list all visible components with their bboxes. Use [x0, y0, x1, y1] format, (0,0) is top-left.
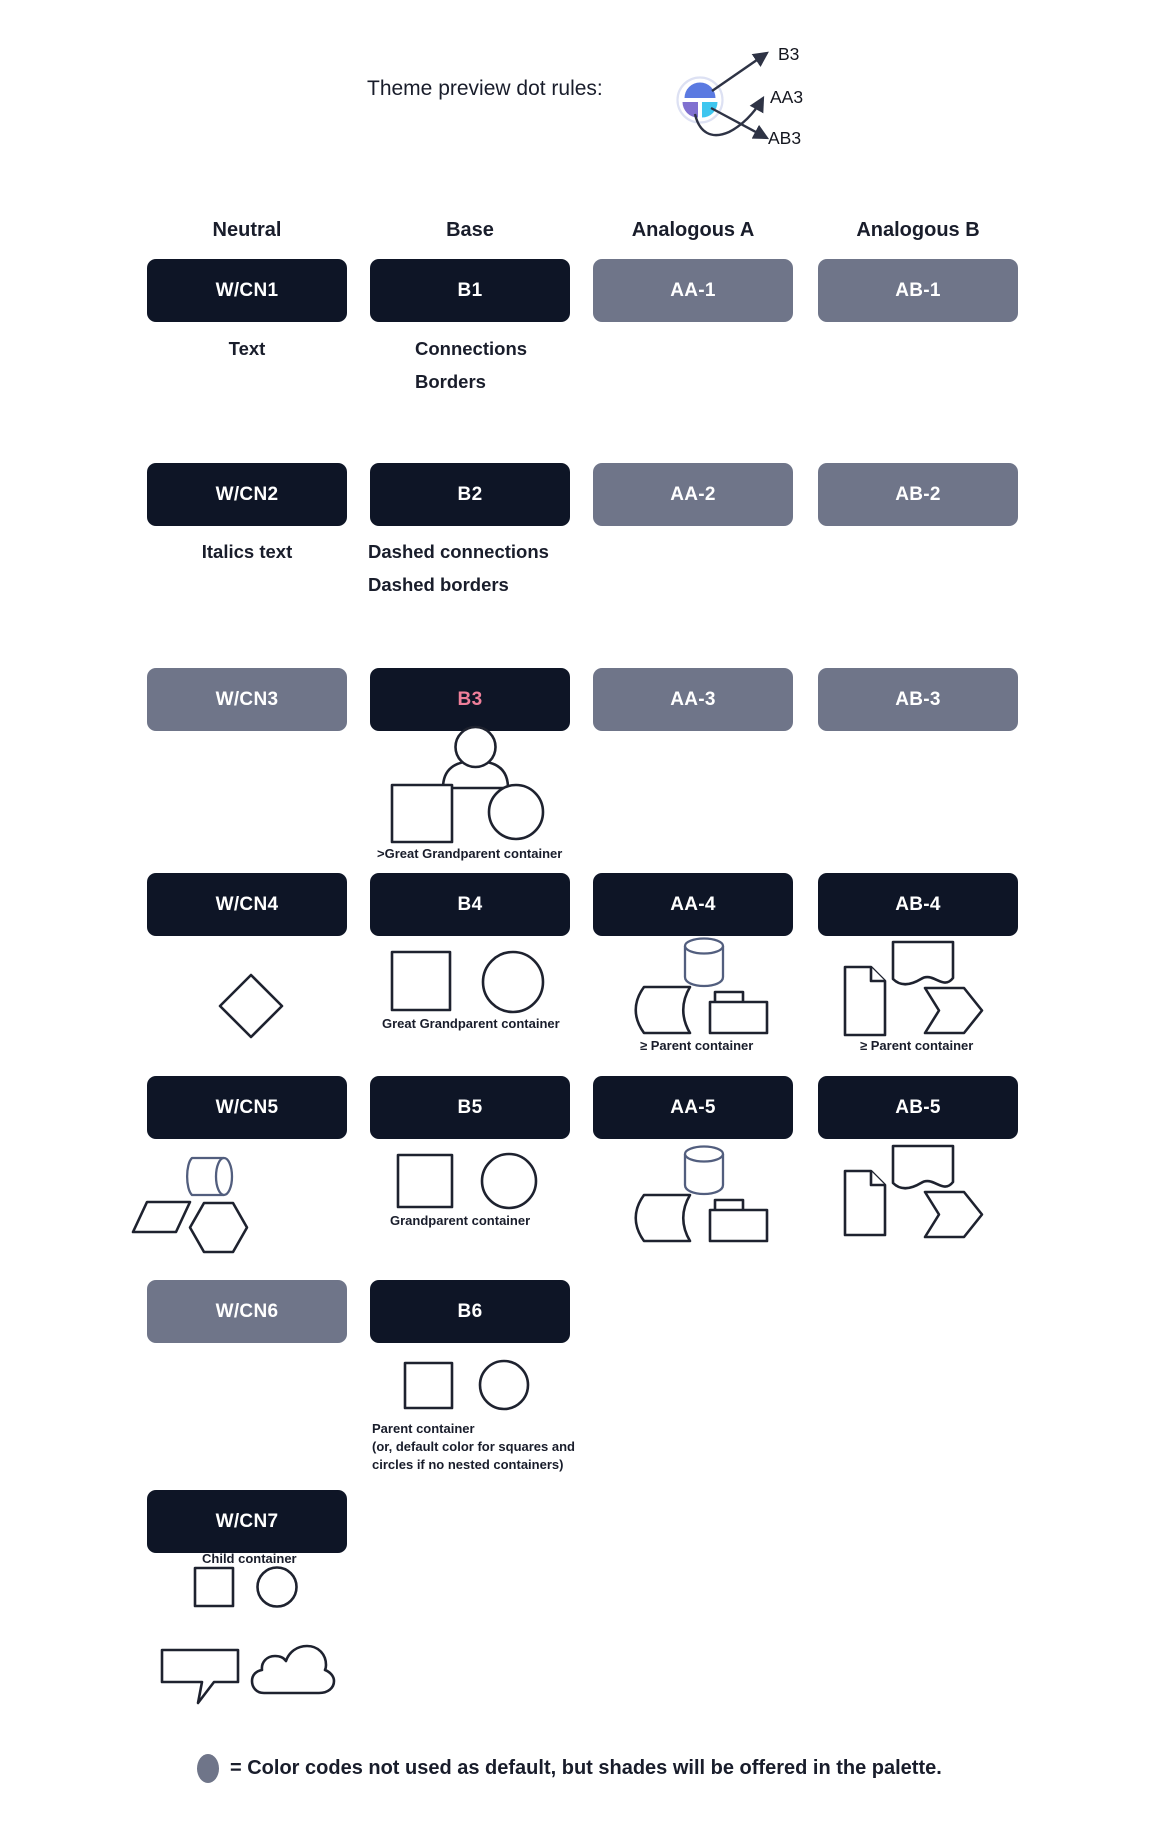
chevron-shape: [925, 988, 982, 1033]
square-shape: [398, 1155, 452, 1207]
legend-text: = Color codes not used as default, but shades will be offered in the palette.: [230, 1757, 942, 1779]
square-shape: [195, 1568, 233, 1606]
torn-paper-shape: [893, 1146, 953, 1188]
caption-b4-shapes: Great Grandparent container: [382, 1016, 560, 1031]
swatch-b4: B4: [370, 873, 570, 936]
b3-shape-group: [377, 724, 572, 846]
swatch-aa5: AA-5: [593, 1076, 793, 1139]
caption-b6-line2: (or, default color for squares and: [372, 1439, 575, 1454]
swatch-b3: B3: [370, 668, 570, 731]
ab4-shape-group: [840, 938, 995, 1038]
caption-b6-line3: circles if no nested containers): [372, 1457, 564, 1472]
dot-label-ab3: AB3: [768, 128, 802, 148]
b6-shape-group: [400, 1358, 535, 1413]
square-shape: [405, 1363, 452, 1408]
chevron-shape: [925, 1192, 982, 1237]
aa5-shape-group: [628, 1138, 778, 1248]
hexagon-shape: [190, 1203, 247, 1252]
swatch-ab2: AB-2: [818, 463, 1018, 526]
swatch-aa2: AA-2: [593, 463, 793, 526]
legend-dot: [197, 1754, 219, 1783]
swatch-ab5: AB-5: [818, 1076, 1018, 1139]
column-header-analogous-b: Analogous B: [856, 219, 980, 241]
caption-dashed-connections: Dashed connections: [368, 541, 549, 562]
stored-data-shape: [636, 1195, 690, 1241]
document-fold-shape: [871, 967, 885, 981]
caption-connections: Connections: [415, 338, 528, 359]
swatch-wcn5: W/CN5: [147, 1076, 347, 1139]
dot-label-b3: B3: [778, 44, 800, 64]
column-header-analogous-a: Analogous A: [631, 219, 755, 241]
aa4-shape-group: [628, 930, 778, 1040]
b4-shape-group: [390, 948, 550, 1016]
cylinder-top-shape: [685, 939, 723, 954]
swatch-wcn1: W/CN1: [147, 259, 347, 322]
callout-shape: [162, 1650, 238, 1703]
swatch-ab4: AB-4: [818, 873, 1018, 936]
caption-b5-shapes: Grandparent container: [390, 1213, 531, 1228]
arrow-to-ab3: [711, 108, 767, 138]
swatch-wcn2: W/CN2: [147, 463, 347, 526]
callout-cloud-shape-group: [158, 1638, 343, 1708]
person-head-shape: [456, 727, 496, 767]
tabbed-rect-shape: [710, 1002, 767, 1033]
caption-b6-line1: Parent container: [372, 1421, 475, 1436]
wcn7-shape-group: [190, 1563, 302, 1611]
caption-b3-shapes: >Great Grandparent container: [377, 846, 563, 861]
swatch-aa4: AA-4: [593, 873, 793, 936]
wcn4-shape-group: [217, 972, 285, 1040]
circle-shape: [483, 952, 543, 1012]
swatch-b6: B6: [370, 1280, 570, 1343]
column-header-neutral: Neutral: [212, 219, 282, 241]
arrow-to-b3: [712, 53, 767, 91]
caption-aa4-shapes: ≥ Parent container: [640, 1038, 754, 1053]
caption-borders: Borders: [415, 371, 486, 392]
cloud-shape: [252, 1646, 334, 1693]
b5-shape-group: [396, 1150, 541, 1212]
theme-dot-diagram: [655, 28, 785, 153]
ab5-shape-group: [840, 1142, 995, 1242]
swatch-wcn4: W/CN4: [147, 873, 347, 936]
wcn5-shape-group: [128, 1150, 253, 1256]
caption-dashed-borders: Dashed borders: [368, 574, 509, 595]
caption-italics-text: Italics text: [201, 541, 293, 562]
circle-shape: [482, 1154, 536, 1208]
square-shape: [392, 785, 452, 842]
circle-shape: [258, 1568, 297, 1607]
torn-paper-shape: [893, 942, 953, 984]
caption-ab4-shapes: ≥ Parent container: [860, 1038, 974, 1053]
swatch-wcn7: W/CN7: [147, 1490, 347, 1553]
dot-label-aa3: AA3: [770, 87, 804, 107]
page-title: Theme preview dot rules:: [367, 77, 603, 100]
column-header-base: Base: [446, 219, 494, 241]
swatch-wcn6: W/CN6: [147, 1280, 347, 1343]
document-fold-shape: [871, 1171, 885, 1185]
tabbed-rect-shape: [710, 1210, 767, 1241]
swatch-aa3: AA-3: [593, 668, 793, 731]
swatch-ab3: AB-3: [818, 668, 1018, 731]
caption-wcn7: Child container: [202, 1551, 297, 1566]
diamond-shape: [220, 975, 282, 1037]
circle-shape: [480, 1361, 528, 1409]
parallelogram-shape: [133, 1202, 190, 1232]
horizontal-cylinder-cap-shape: [216, 1158, 232, 1195]
swatch-b5: B5: [370, 1076, 570, 1139]
caption-text: Text: [228, 338, 266, 359]
cylinder-top-shape: [685, 1147, 723, 1162]
swatch-b1: B1: [370, 259, 570, 322]
stored-data-shape: [636, 987, 690, 1033]
swatch-ab1: AB-1: [818, 259, 1018, 322]
swatch-aa1: AA-1: [593, 259, 793, 322]
square-shape: [392, 952, 450, 1010]
swatch-wcn3: W/CN3: [147, 668, 347, 731]
circle-shape: [489, 785, 543, 839]
swatch-b2: B2: [370, 463, 570, 526]
